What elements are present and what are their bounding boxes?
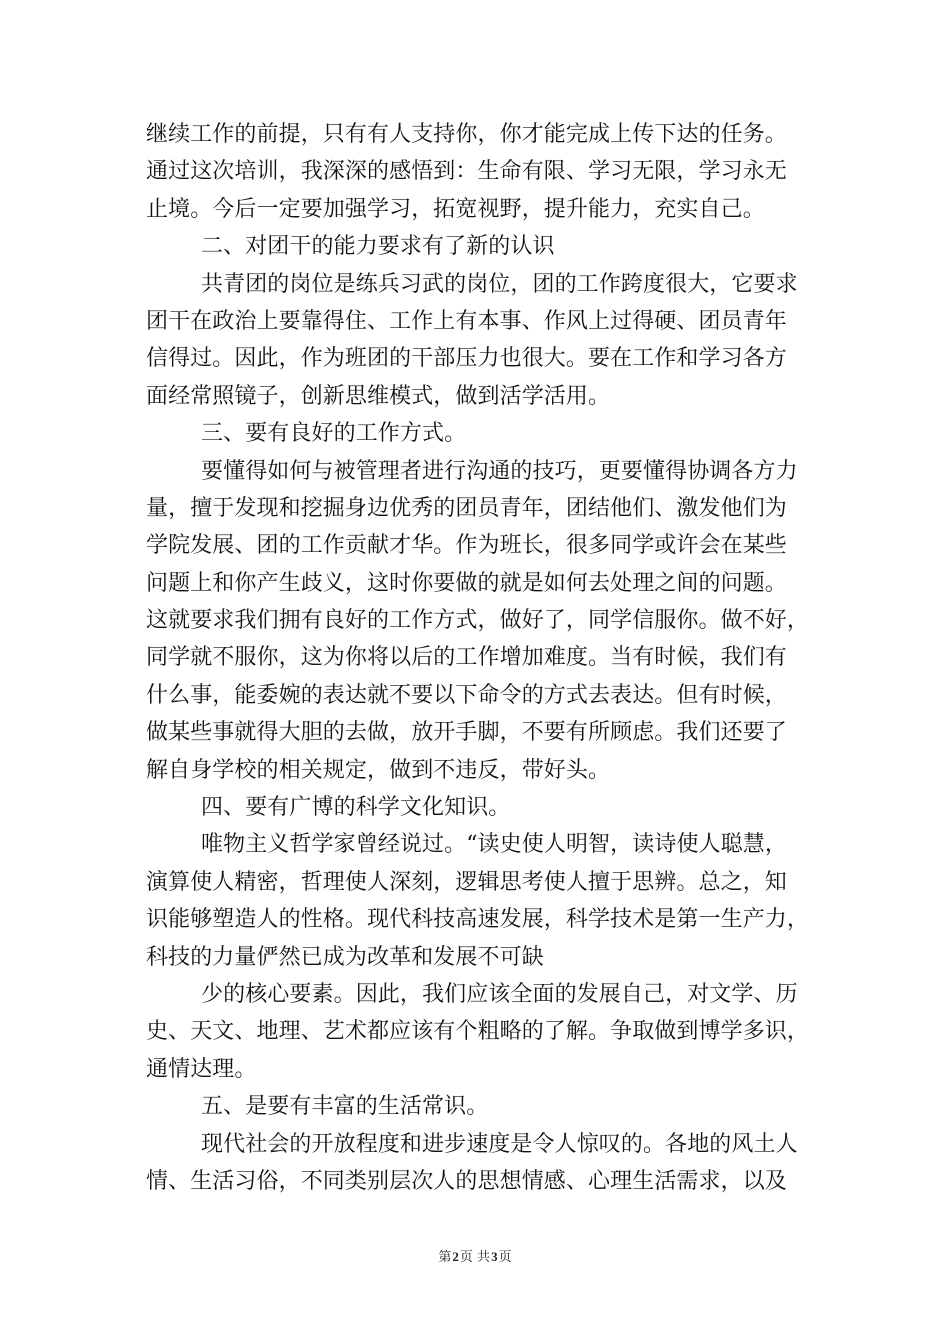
text-line: 面经常照镜子，创新思维模式，做到活学活用。 [146, 383, 611, 409]
text-line: 少的核心要素。因此，我们应该全面的发展自己，对文学、历 [201, 981, 798, 1007]
text-line: 做某些事就得大胆的去做，放开手脚，不要有所顾虑。我们还要了 [146, 720, 787, 746]
footer-prefix: 第 [438, 1250, 452, 1265]
section-heading: 二、对团干的能力要求有了新的认识 [201, 234, 555, 260]
text-line: 通情达理。 [146, 1056, 257, 1082]
text-line: 团干在政治上要靠得住、工作上有本事、作风上过得硬、团员青年 [146, 308, 787, 334]
page-footer [0, 1249, 950, 1266]
text-line: 信得过。因此，作为班团的干部压力也很大。要在工作和学习各方 [146, 346, 787, 372]
text-line: 共青团的岗位是练兵习武的岗位，团的工作跨度很大，它要求 [201, 271, 798, 297]
text-line: 唯物主义哲学家曾经说过。“读史使人明智，读诗使人聪慧， [201, 832, 787, 858]
section-heading: 三、要有良好的工作方式。 [201, 421, 467, 447]
text-line: 止境。今后一定要加强学习，拓宽视野，提升能力，充实自己。 [146, 196, 765, 222]
text-line: 问题上和你产生歧义，这时你要做的就是如何去处理之间的问题。 [146, 570, 787, 596]
document-body [146, 116, 816, 1200]
text-line: 要懂得如何与被管理者进行沟通的技巧，更要懂得协调各方力 [201, 458, 798, 484]
section-heading: 四、要有广博的科学文化知识。 [201, 795, 511, 821]
text-line: 解自身学校的相关规定，做到不违反，带好头。 [146, 757, 611, 783]
total-page-number: 3 [491, 1249, 498, 1264]
text-line: 同学就不服你，这为你将以后的工作增加难度。当有时候，我们有 [146, 645, 787, 671]
footer-middle: 页 共 [459, 1250, 491, 1265]
text-line: 演算使人精密，哲理使人深刻，逻辑思考使人擅于思辨。总之，知 [146, 869, 787, 895]
text-line: 现代社会的开放程度和进步速度是令人惊叹的。各地的风土人 [201, 1131, 798, 1157]
text-line: 学院发展、团的工作贡献才华。作为班长，很多同学或许会在某些 [146, 533, 787, 559]
text-line: 继续工作的前提，只有有人支持你，你才能完成上传下达的任务。 [146, 122, 787, 147]
text-line: 量，擅于发现和挖掘身边优秀的团员青年，团结他们、激发他们为 [146, 495, 787, 521]
text-line: 通过这次培训，我深深的感悟到：生命有限、学习无限，学习永无 [146, 159, 787, 185]
text-line: 识能够塑造人的性格。现代科技高速发展，科学技术是第一生产力， [146, 907, 810, 933]
section-heading: 五、是要有丰富的生活常识。 [201, 1094, 489, 1120]
footer-suffix: 页 [498, 1250, 512, 1265]
text-line: 史、天文、地理、艺术都应该有个粗略的了解。争取做到博学多识， [146, 1019, 810, 1045]
text-line: 这就要求我们拥有良好的工作方式，做好了，同学信服你。做不好， [146, 608, 810, 634]
text-line: 情、生活习俗，不同类别层次人的思想情感、心理生活需求，以及 [146, 1168, 787, 1194]
text-line: 什么事，能委婉的表达就不要以下命令的方式去表达。但有时候， [146, 682, 787, 708]
current-page-number: 2 [452, 1249, 459, 1264]
text-line: 科技的力量俨然已成为改革和发展不可缺 [146, 944, 544, 970]
